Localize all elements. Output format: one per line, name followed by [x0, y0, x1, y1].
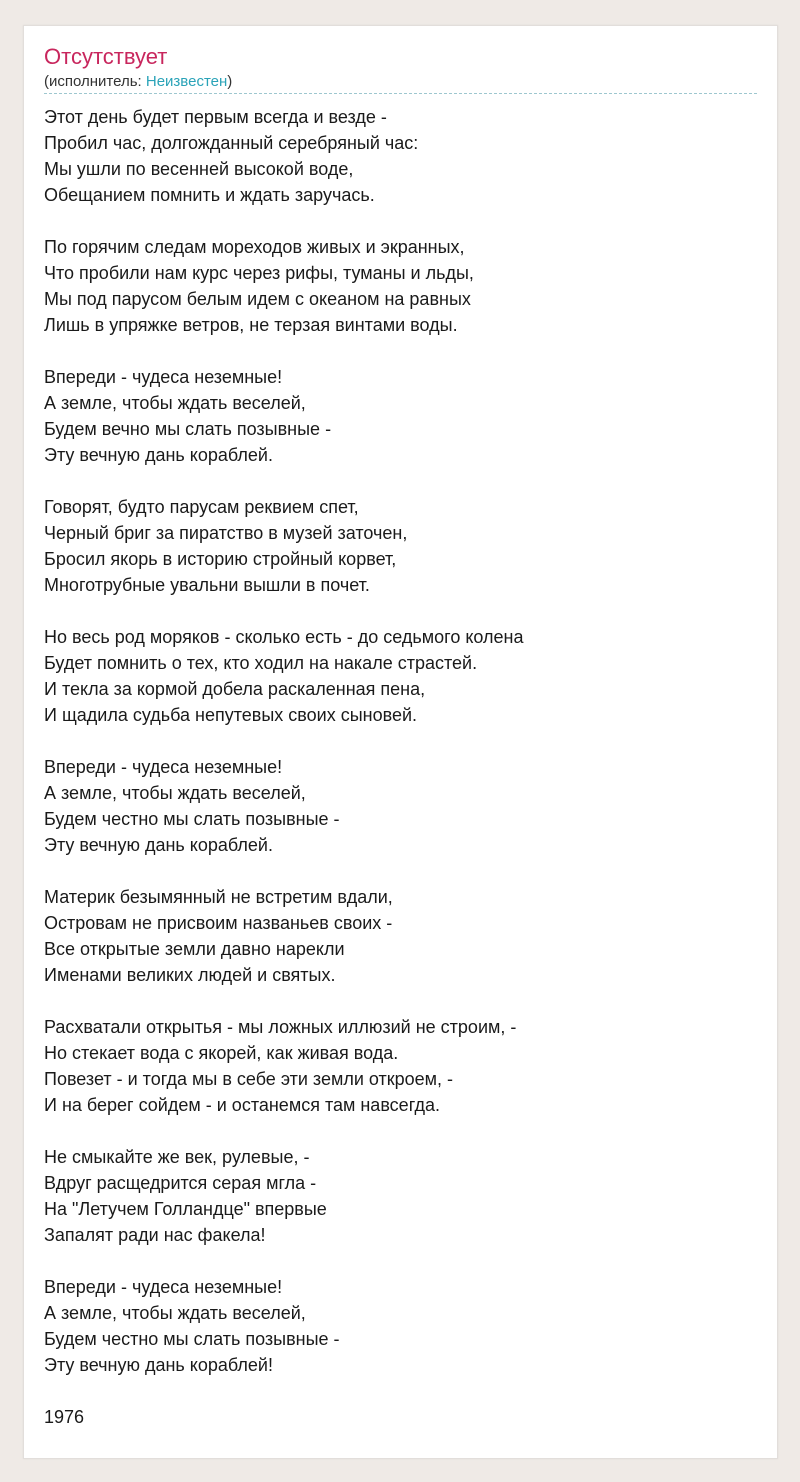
lyric-line: Мы под парусом белым идем с океаном на равных: [44, 289, 471, 309]
lyric-line: Островам не присвоим названьев своих -: [44, 913, 393, 933]
lyric-line: Будем вечно мы слать позывные -: [44, 419, 332, 439]
lyric-line: И текла за кормой добела раскаленная пена,: [44, 679, 426, 699]
lyric-line: Впереди - чудеса неземные!: [44, 757, 283, 777]
lyric-line: Впереди - чудеса неземные!: [44, 1277, 283, 1297]
stanza: [44, 884, 759, 988]
lyric-line: Именами великих людей и святых.: [44, 965, 336, 985]
lyric-line: На "Летучем Голландце" впервые: [44, 1199, 327, 1219]
lyric-line: Лишь в упряжке ветров, не терзая винтами воды.: [44, 315, 458, 335]
lyric-line: Черный бриг за пиратство в музей заточен,: [44, 523, 408, 543]
lyrics-body: [44, 104, 759, 1430]
lyric-line: Впереди - чудеса неземные!: [44, 367, 283, 387]
lyric-line: А земле, чтобы ждать веселей,: [44, 1303, 306, 1323]
lyric-line: Не смыкайте же век, рулевые, -: [44, 1147, 310, 1167]
stanza: [44, 624, 759, 728]
stanza: [44, 104, 759, 208]
lyric-line: Повезет - и тогда мы в себе эти земли откроем, -: [44, 1069, 454, 1089]
lyric-line: По горячим следам мореходов живых и экранных,: [44, 237, 465, 257]
artist-line: [44, 73, 232, 91]
lyric-line: Этот день будет первым всегда и везде -: [44, 107, 387, 127]
stanza: [44, 234, 759, 338]
lyric-line: Вдруг расщедрится серая мгла -: [44, 1173, 317, 1193]
lyric-line: А земле, чтобы ждать веселей,: [44, 783, 306, 803]
lyric-line: Бросил якорь в историю стройный корвет,: [44, 549, 397, 569]
lyric-line: Все открытые земли давно нарекли: [44, 939, 345, 959]
lyric-line: Будем честно мы слать позывные -: [44, 1329, 340, 1349]
lyric-line: А земле, чтобы ждать веселей,: [44, 393, 306, 413]
lyric-line: Пробил час, долгожданный серебряный час:: [44, 133, 419, 153]
stanza: [44, 1144, 759, 1248]
lyric-line: Но весь род моряков - сколько есть - до седьмого колена: [44, 627, 524, 647]
lyric-line: Запалят ради нас факела!: [44, 1225, 266, 1245]
lyric-line: Эту вечную дань кораблей.: [44, 835, 273, 855]
lyric-line: Многотрубные увальни вышли в почет.: [44, 575, 370, 595]
artist-suffix: ): [227, 73, 233, 90]
lyric-line: Обещанием помнить и ждать заручась.: [44, 185, 375, 205]
song-title: Отсутствует: [44, 44, 168, 69]
stanza: [44, 494, 759, 598]
lyric-line: Говорят, будто парусам реквием спет,: [44, 497, 359, 517]
lyric-line: И щадила судьба непутевых своих сыновей.: [44, 705, 418, 725]
stanza: [44, 1014, 759, 1118]
stanza: [44, 754, 759, 858]
lyric-line: Расхватали открытья - мы ложных иллюзий не строим, -: [44, 1017, 517, 1037]
artist-link[interactable]: Неизвестен: [145, 73, 228, 90]
lyric-line: Материк безымянный не встретим вдали,: [44, 887, 393, 907]
lyric-line: Будет помнить о тех, кто ходил на накале страстей.: [44, 653, 478, 673]
lyric-line: Но стекает вода с якорей, как живая вода.: [44, 1043, 399, 1063]
lyric-line: Эту вечную дань кораблей!: [44, 1355, 273, 1375]
lyric-line: Эту вечную дань кораблей.: [44, 445, 273, 465]
song-year: 1976: [44, 1407, 85, 1427]
artist-prefix: (исполнитель:: [44, 73, 146, 90]
lyrics-card: [23, 25, 778, 1459]
lyric-line: Мы ушли по весенней высокой воде,: [44, 159, 354, 179]
lyric-line: Будем честно мы слать позывные -: [44, 809, 340, 829]
stanza: [44, 1274, 759, 1378]
lyric-line: И на берег сойдем - и останемся там навсегда.: [44, 1095, 440, 1115]
lyric-line: Что пробили нам курс через рифы, туманы и льды,: [44, 263, 474, 283]
stanza: [44, 364, 759, 468]
header-divider: [44, 93, 757, 94]
